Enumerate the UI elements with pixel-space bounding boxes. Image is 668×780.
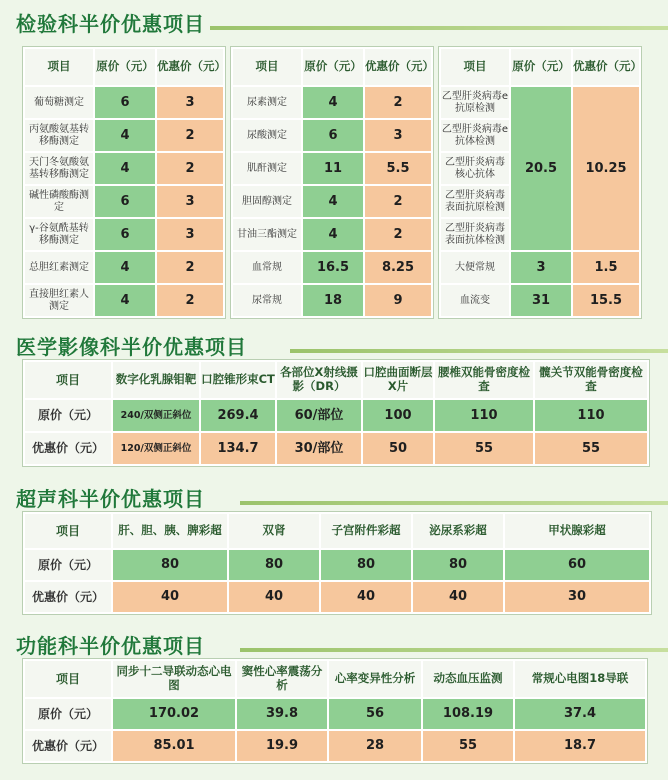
- ultrasound-item-name: 泌尿系彩超: [412, 513, 504, 549]
- lab-header-2: 优惠价（元）: [572, 48, 640, 86]
- imaging-orig-price: 100: [362, 399, 434, 432]
- ultrasound-disc-label: 优惠价（元）: [24, 581, 112, 613]
- lab-item-disc-price: 15.5: [572, 284, 640, 317]
- lab-item-orig-price: 31: [510, 284, 572, 317]
- functional-item-name: 窦性心率震荡分析: [236, 660, 328, 698]
- lab-item-name: 大便常规: [440, 251, 510, 284]
- imaging-orig-price: 110: [434, 399, 534, 432]
- imaging-item-name: 数字化乳腺钼靶: [112, 361, 200, 399]
- ultrasound-disc-price: 40: [112, 581, 228, 613]
- functional-item-name: 同步十二导联动态心电图: [112, 660, 236, 698]
- lab-item-orig-price: 6: [94, 185, 156, 218]
- lab-item-name: 直接胆红素人测定: [24, 284, 94, 317]
- ultrasound-item-name: 甲状腺彩超: [504, 513, 650, 549]
- lab-group-disc-price: 10.25: [572, 86, 640, 251]
- lab-item-name: 尿素测定: [232, 86, 302, 119]
- lab-header-2: 优惠价（元）: [156, 48, 224, 86]
- lab-header-0: 项目: [24, 48, 94, 86]
- functional-title-rule: [240, 648, 668, 652]
- lab-item-disc-price: 2: [156, 152, 224, 185]
- imaging-item-name: 腰椎双能骨密度检查: [434, 361, 534, 399]
- lab-header-1: 原价（元）: [510, 48, 572, 86]
- lab-section-title: 检验科半价优惠项目: [16, 12, 205, 36]
- lab-item-orig-price: 16.5: [302, 251, 364, 284]
- functional-orig-price: 108.19: [422, 698, 514, 730]
- ultrasound-item-name: 双肾: [228, 513, 320, 549]
- functional-disc-price: 19.9: [236, 730, 328, 762]
- lab-item-name: 乙型肝炎病毒表面抗体检测: [440, 218, 510, 251]
- imaging-title-rule: [290, 349, 668, 353]
- imaging-disc-price: 134.7: [200, 432, 276, 465]
- lab-item-name: 葡萄糖测定: [24, 86, 94, 119]
- ultrasound-orig-price: 80: [112, 549, 228, 581]
- imaging-section-title: 医学影像科半价优惠项目: [16, 335, 247, 359]
- functional-disc-label: 优惠价（元）: [24, 730, 112, 762]
- functional-disc-price: 55: [422, 730, 514, 762]
- imaging-header-label: 项目: [24, 361, 112, 399]
- lab-header-0: 项目: [440, 48, 510, 86]
- lab-item-orig-price: 18: [302, 284, 364, 317]
- functional-item-name: 动态血压监测: [422, 660, 514, 698]
- lab-item-name: 乙型肝炎病毒表面抗原检测: [440, 185, 510, 218]
- imaging-item-name: 髋关节双能骨密度检查: [534, 361, 648, 399]
- imaging-orig-price: 60/部位: [276, 399, 362, 432]
- ultrasound-item-name: 子宫附件彩超: [320, 513, 412, 549]
- imaging-orig-price: 110: [534, 399, 648, 432]
- lab-header-0: 项目: [232, 48, 302, 86]
- ultrasound-header-label: 项目: [24, 513, 112, 549]
- ultrasound-orig-label: 原价（元）: [24, 549, 112, 581]
- lab-item-orig-price: 11: [302, 152, 364, 185]
- imaging-disc-price: 50: [362, 432, 434, 465]
- functional-header-label: 项目: [24, 660, 112, 698]
- functional-item-name: 常规心电图18导联: [514, 660, 646, 698]
- lab-item-orig-price: 6: [302, 119, 364, 152]
- lab-item-name: γ-谷氨酰基转移酶测定: [24, 218, 94, 251]
- lab-item-disc-price: 3: [364, 119, 432, 152]
- lab-item-orig-price: 6: [94, 86, 156, 119]
- lab-item-disc-price: 8.25: [364, 251, 432, 284]
- lab-item-name: 总胆红素测定: [24, 251, 94, 284]
- lab-item-orig-price: 3: [510, 251, 572, 284]
- lab-item-name: 肌酐测定: [232, 152, 302, 185]
- functional-disc-price: 85.01: [112, 730, 236, 762]
- lab-item-orig-price: 4: [94, 119, 156, 152]
- ultrasound-title-rule: [240, 501, 668, 505]
- ultrasound-disc-price: 30: [504, 581, 650, 613]
- lab-item-name: 尿常规: [232, 284, 302, 317]
- lab-item-disc-price: 2: [156, 284, 224, 317]
- imaging-orig-label: 原价（元）: [24, 399, 112, 432]
- lab-item-disc-price: 5.5: [364, 152, 432, 185]
- lab-item-disc-price: 2: [156, 251, 224, 284]
- lab-header-1: 原价（元）: [302, 48, 364, 86]
- imaging-disc-price: 30/部位: [276, 432, 362, 465]
- functional-section-title: 功能科半价优惠项目: [16, 634, 205, 658]
- lab-item-name: 血流变: [440, 284, 510, 317]
- lab-item-name: 乙型肝炎病毒e抗原检测: [440, 86, 510, 119]
- lab-item-name: 丙氨酸氨基转移酶测定: [24, 119, 94, 152]
- lab-item-orig-price: 4: [302, 185, 364, 218]
- lab-item-orig-price: 6: [94, 218, 156, 251]
- imaging-item-name: 口腔曲面断层X片: [362, 361, 434, 399]
- lab-item-disc-price: 2: [364, 86, 432, 119]
- lab-item-name: 碱性磷酸酶测定: [24, 185, 94, 218]
- functional-orig-label: 原价（元）: [24, 698, 112, 730]
- lab-item-disc-price: 9: [364, 284, 432, 317]
- imaging-orig-price: 269.4: [200, 399, 276, 432]
- lab-item-name: 乙型肝炎病毒核心抗体: [440, 152, 510, 185]
- imaging-item-name: 口腔锥形束CT: [200, 361, 276, 399]
- lab-item-name: 乙型肝炎病毒e抗体检测: [440, 119, 510, 152]
- lab-item-orig-price: 4: [94, 284, 156, 317]
- ultrasound-orig-price: 80: [228, 549, 320, 581]
- functional-item-name: 心率变异性分析: [328, 660, 422, 698]
- ultrasound-disc-price: 40: [320, 581, 412, 613]
- lab-header-2: 优惠价（元）: [364, 48, 432, 86]
- lab-item-orig-price: 4: [94, 251, 156, 284]
- lab-group-orig-price: 20.5: [510, 86, 572, 251]
- imaging-item-name: 各部位X射线摄影（DR）: [276, 361, 362, 399]
- lab-item-disc-price: 3: [156, 185, 224, 218]
- lab-item-disc-price: 1.5: [572, 251, 640, 284]
- lab-title-rule: [210, 26, 668, 30]
- lab-item-name: 尿酸测定: [232, 119, 302, 152]
- imaging-disc-price: 55: [434, 432, 534, 465]
- lab-item-name: 血常规: [232, 251, 302, 284]
- functional-disc-price: 28: [328, 730, 422, 762]
- ultrasound-orig-price: 80: [320, 549, 412, 581]
- imaging-orig-price: 240/双侧正斜位: [112, 399, 200, 432]
- lab-item-orig-price: 4: [302, 218, 364, 251]
- lab-item-orig-price: 4: [94, 152, 156, 185]
- functional-orig-price: 56: [328, 698, 422, 730]
- lab-header-1: 原价（元）: [94, 48, 156, 86]
- ultrasound-disc-price: 40: [228, 581, 320, 613]
- imaging-disc-price: 55: [534, 432, 648, 465]
- lab-item-disc-price: 3: [156, 86, 224, 119]
- ultrasound-orig-price: 60: [504, 549, 650, 581]
- lab-item-orig-price: 4: [302, 86, 364, 119]
- lab-item-disc-price: 2: [156, 119, 224, 152]
- imaging-disc-price: 120/双侧正斜位: [112, 432, 200, 465]
- functional-disc-price: 18.7: [514, 730, 646, 762]
- functional-orig-price: 39.8: [236, 698, 328, 730]
- ultrasound-orig-price: 80: [412, 549, 504, 581]
- lab-item-name: 胆固醇测定: [232, 185, 302, 218]
- lab-item-name: 天门冬氨酸氨基转移酶测定: [24, 152, 94, 185]
- ultrasound-disc-price: 40: [412, 581, 504, 613]
- ultrasound-section-title: 超声科半价优惠项目: [16, 487, 205, 511]
- lab-item-name: 甘油三酯测定: [232, 218, 302, 251]
- lab-item-disc-price: 2: [364, 218, 432, 251]
- functional-orig-price: 37.4: [514, 698, 646, 730]
- ultrasound-item-name: 肝、胆、胰、脾彩超: [112, 513, 228, 549]
- lab-item-disc-price: 2: [364, 185, 432, 218]
- functional-orig-price: 170.02: [112, 698, 236, 730]
- lab-item-disc-price: 3: [156, 218, 224, 251]
- imaging-disc-label: 优惠价（元）: [24, 432, 112, 465]
